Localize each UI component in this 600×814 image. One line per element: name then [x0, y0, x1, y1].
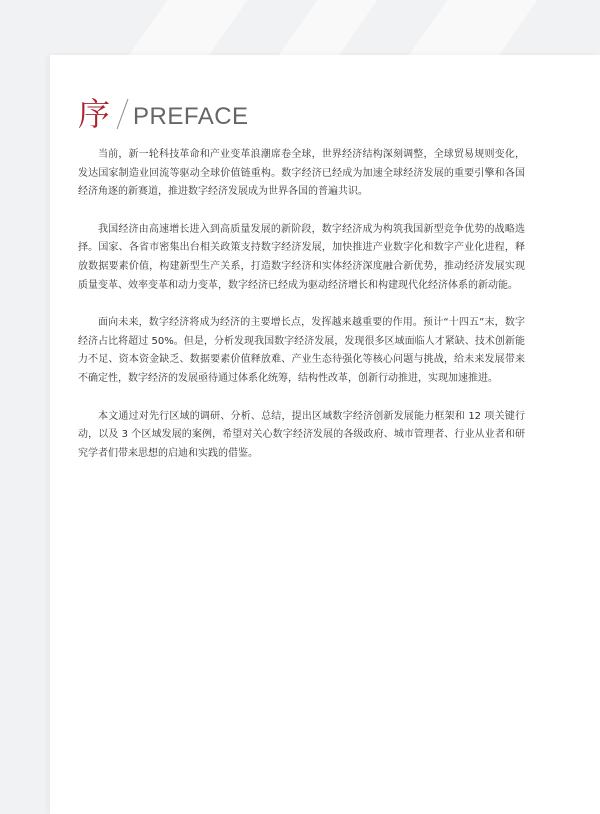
preface-title-en: PREFACE: [133, 103, 249, 130]
paragraph: 面向未来，数字经济将成为经济的主要增长点，发挥越来越重要的作用。预计“十四五”末，数字经济占比将超过 50%。但是，分析发现我国数字经济发展，发现很多区域面临人才紧缺、技术创新能力不足、资本资金缺乏、数据要素价值释放难、产业生态待强化等核心问题与挑战，给未来发展带来不确定性，数字经济的发展亟待通过体系化统筹，结构性改革，创新行动推进，实现加速推进。: [78, 317, 525, 384]
preface-heading: [78, 84, 249, 134]
preface-body: [78, 146, 525, 482]
paragraph: 当前，新一轮科技革命和产业变革浪潮席卷全球，世界经济结构深刻调整，全球贸易规则变化，发达国家制造业回流等驱动全球价值链重构。数字经济已经成为加速全球经济发展的重要引擎和各国经济角逐的新赛道，推进数字经济发展成为世界各国的普遍共识。: [78, 149, 525, 198]
paragraph: 本文通过对先行区域的调研、分析、总结，提出区域数字经济创新发展能力框架和 12 项关键行动，以及 3 个区域发展的案例，希望对关心数字经济发展的各级政府、城市管理者、行业从业者和研究学者们带来思想的启迪和实践的借鉴。: [78, 410, 525, 459]
title-divider: [117, 99, 129, 129]
paragraph: 我国经济由高速增长进入到高质量发展的新阶段，数字经济成为构筑我国新型竞争优势的战略选择。国家、各省市密集出台相关政策支持数字经济发展，加快推进产业数字化和数字产业化进程，释放数据要素价值，构建新型生产关系，打造数字经济和实体经济深度融合新优势，推动经济发展实现质量变革、效率变革和动力变革，数字经济已经成为驱动经济增长和构建现代化经济体系的新动能。: [78, 223, 525, 291]
preface-title-cn: 序: [78, 95, 111, 133]
